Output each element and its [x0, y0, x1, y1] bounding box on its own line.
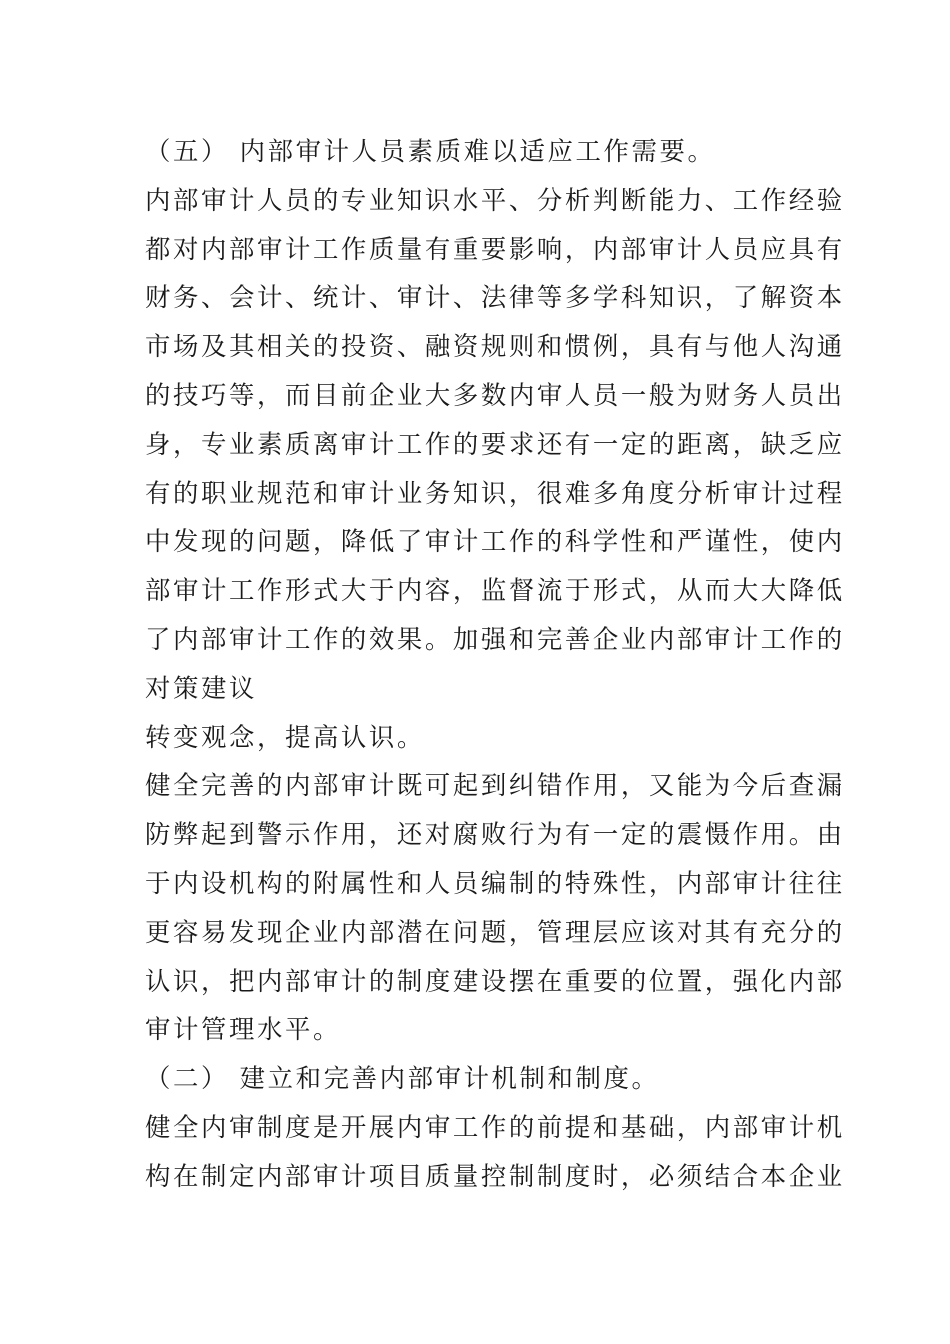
paragraph-line: 身，专业素质离审计工作的要求还有一定的距离，缺乏应	[145, 428, 845, 459]
paragraph-line: 防弊起到警示作用，还对腐败行为有一定的震慑作用。由	[145, 819, 845, 850]
paragraph-line: 内部审计人员的专业知识水平、分析判断能力、工作经验	[145, 184, 845, 215]
paragraph-line: 健全完善的内部审计既可起到纠错作用，又能为今后查漏	[145, 770, 845, 801]
paragraph-line: 市场及其相关的投资、融资规则和惯例，具有与他人沟通	[145, 331, 845, 362]
paragraph-line: 于内设机构的附属性和人员编制的特殊性，内部审计往往	[145, 867, 845, 898]
section-heading-2: （二） 建立和完善内部审计机制和制度。	[145, 1063, 660, 1094]
document-body	[145, 127, 845, 1201]
paragraph-line: 部审计工作形式大于内容，监督流于形式，从而大大降低	[145, 575, 845, 606]
paragraph-line: 了内部审计工作的效果。加强和完善企业内部审计工作的	[145, 623, 845, 654]
paragraph-line: 都对内部审计工作质量有重要影响，内部审计人员应具有	[145, 233, 845, 264]
paragraph-line: 健全内审制度是开展内审工作的前提和基础，内部审计机	[145, 1111, 845, 1142]
paragraph-line: 中发现的问题，降低了审计工作的科学性和严谨性，使内	[145, 526, 845, 557]
section-heading-1: 转变观念，提高认识。	[145, 721, 425, 752]
paragraph-line: 对策建议	[145, 672, 257, 703]
paragraph-line: 认识，把内部审计的制度建设摆在重要的位置，强化内部	[145, 965, 845, 996]
paragraph-line: 构在制定内部审计项目质量控制制度时，必须结合本企业	[145, 1160, 845, 1191]
paragraph-line: 有的职业规范和审计业务知识，很难多角度分析审计过程	[145, 477, 845, 508]
paragraph-line: 更容易发现企业内部潜在问题，管理层应该对其有充分的	[145, 916, 845, 947]
paragraph-line: 财务、会计、统计、审计、法律等多学科知识，了解资本	[145, 282, 845, 313]
paragraph-line: 的技巧等，而目前企业大多数内审人员一般为财务人员出	[145, 379, 845, 410]
section-heading-5: （五） 内部审计人员素质难以适应工作需要。	[145, 136, 716, 166]
paragraph-line: 审计管理水平。	[145, 1014, 341, 1045]
